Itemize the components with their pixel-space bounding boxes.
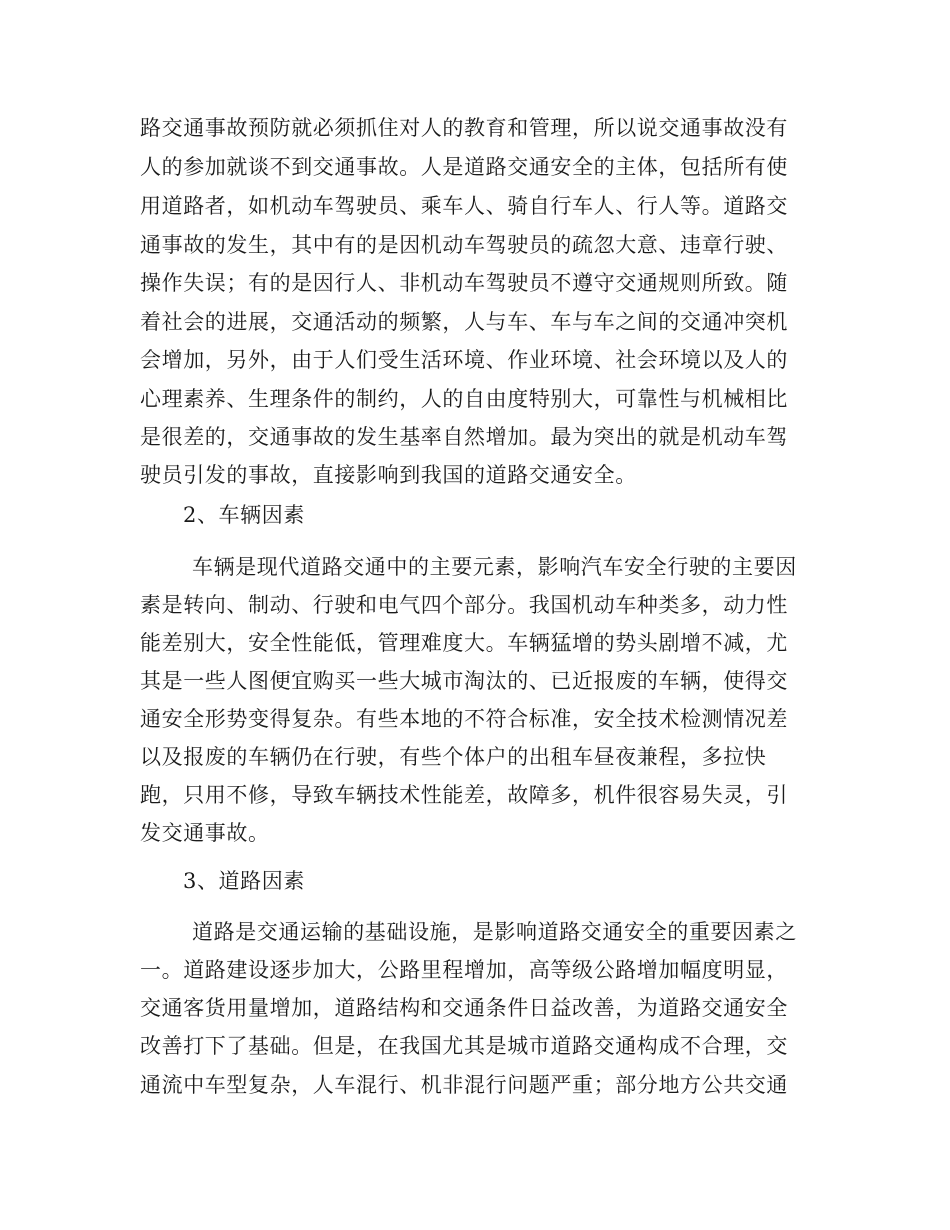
body-text-line: 操作失误；有的是因行人、非机动车驾驶员不遵守交通规则所致。随 <box>140 271 788 295</box>
body-text-line: 会增加，另外，由于人们受生活环境、作业环境、社会环境以及人的 <box>140 348 788 372</box>
body-text-line: 通流中车型复杂，人车混行、机非混行问题严重；部分地方公共交通 <box>140 1073 788 1097</box>
section-heading-vehicle: 2、车辆因素 <box>183 503 305 527</box>
body-text-line: 心理素养、生理条件的制约，人的自由度特别大，可靠性与机械相比 <box>140 387 788 411</box>
body-text-line: 素是转向、制动、行驶和电气四个部分。我国机动车种类多，动力性 <box>140 593 788 617</box>
body-text-line: 车辆是现代道路交通中的主要元素，影响汽车安全行驶的主要因 <box>192 555 797 579</box>
body-text-line: 路交通事故预防就必须抓住对人的教育和管理，所以说交通事故没有 <box>140 116 788 140</box>
body-text-line: 改善打下了基础。但是，在我国尤其是城市道路交通构成不合理，交 <box>140 1034 788 1058</box>
body-text-line: 通安全形势变得复杂。有些本地的不符合标准，安全技术检测情况差 <box>140 707 788 731</box>
body-text-line: 能差别大，安全性能低，管理难度大。车辆猛增的势头剧增不减，尤 <box>140 631 788 655</box>
body-text-line: 发交通事故。 <box>140 821 270 845</box>
body-text-line: 通事故的发生，其中有的是因机动车驾驶员的疏忽大意、违章行驶、 <box>140 233 788 257</box>
body-text-line: 以及报废的车辆仍在行驶，有些个体户的出租车昼夜兼程，多拉快 <box>140 745 767 769</box>
body-text-line: 其是一些人图便宜购买一些大城市淘汰的、已近报废的车辆，使得交 <box>140 669 788 693</box>
body-text-line: 着社会的进展，交通活动的频繁，人与车、车与车之间的交通冲突机 <box>140 310 788 334</box>
body-text-line: 交通客货用量增加，道路结构和交通条件日益改善，为道路交通安全 <box>140 996 788 1020</box>
body-text-line: 用道路者，如机动车驾驶员、乘车人、骑自行车人、行人等。道路交 <box>140 194 788 218</box>
body-text-line: 跑，只用不修，导致车辆技术性能差，故障多，机件很容易失灵，引 <box>140 783 788 807</box>
body-text-line: 道路是交通运输的基础设施，是影响道路交通安全的重要因素之 <box>192 920 797 944</box>
body-text-line: 一。道路建设逐步加大，公路里程增加，高等级公路增加幅度明显， <box>140 958 788 982</box>
section-heading-road: 3、道路因素 <box>183 869 305 893</box>
body-text-line: 驶员引发的事故，直接影响到我国的道路交通安全。 <box>140 463 637 487</box>
body-text-line: 人的参加就谈不到交通事故。人是道路交通安全的主体，包括所有使 <box>140 155 788 179</box>
body-text-line: 是很差的，交通事故的发生基率自然增加。最为突出的就是机动车驾 <box>140 425 788 449</box>
